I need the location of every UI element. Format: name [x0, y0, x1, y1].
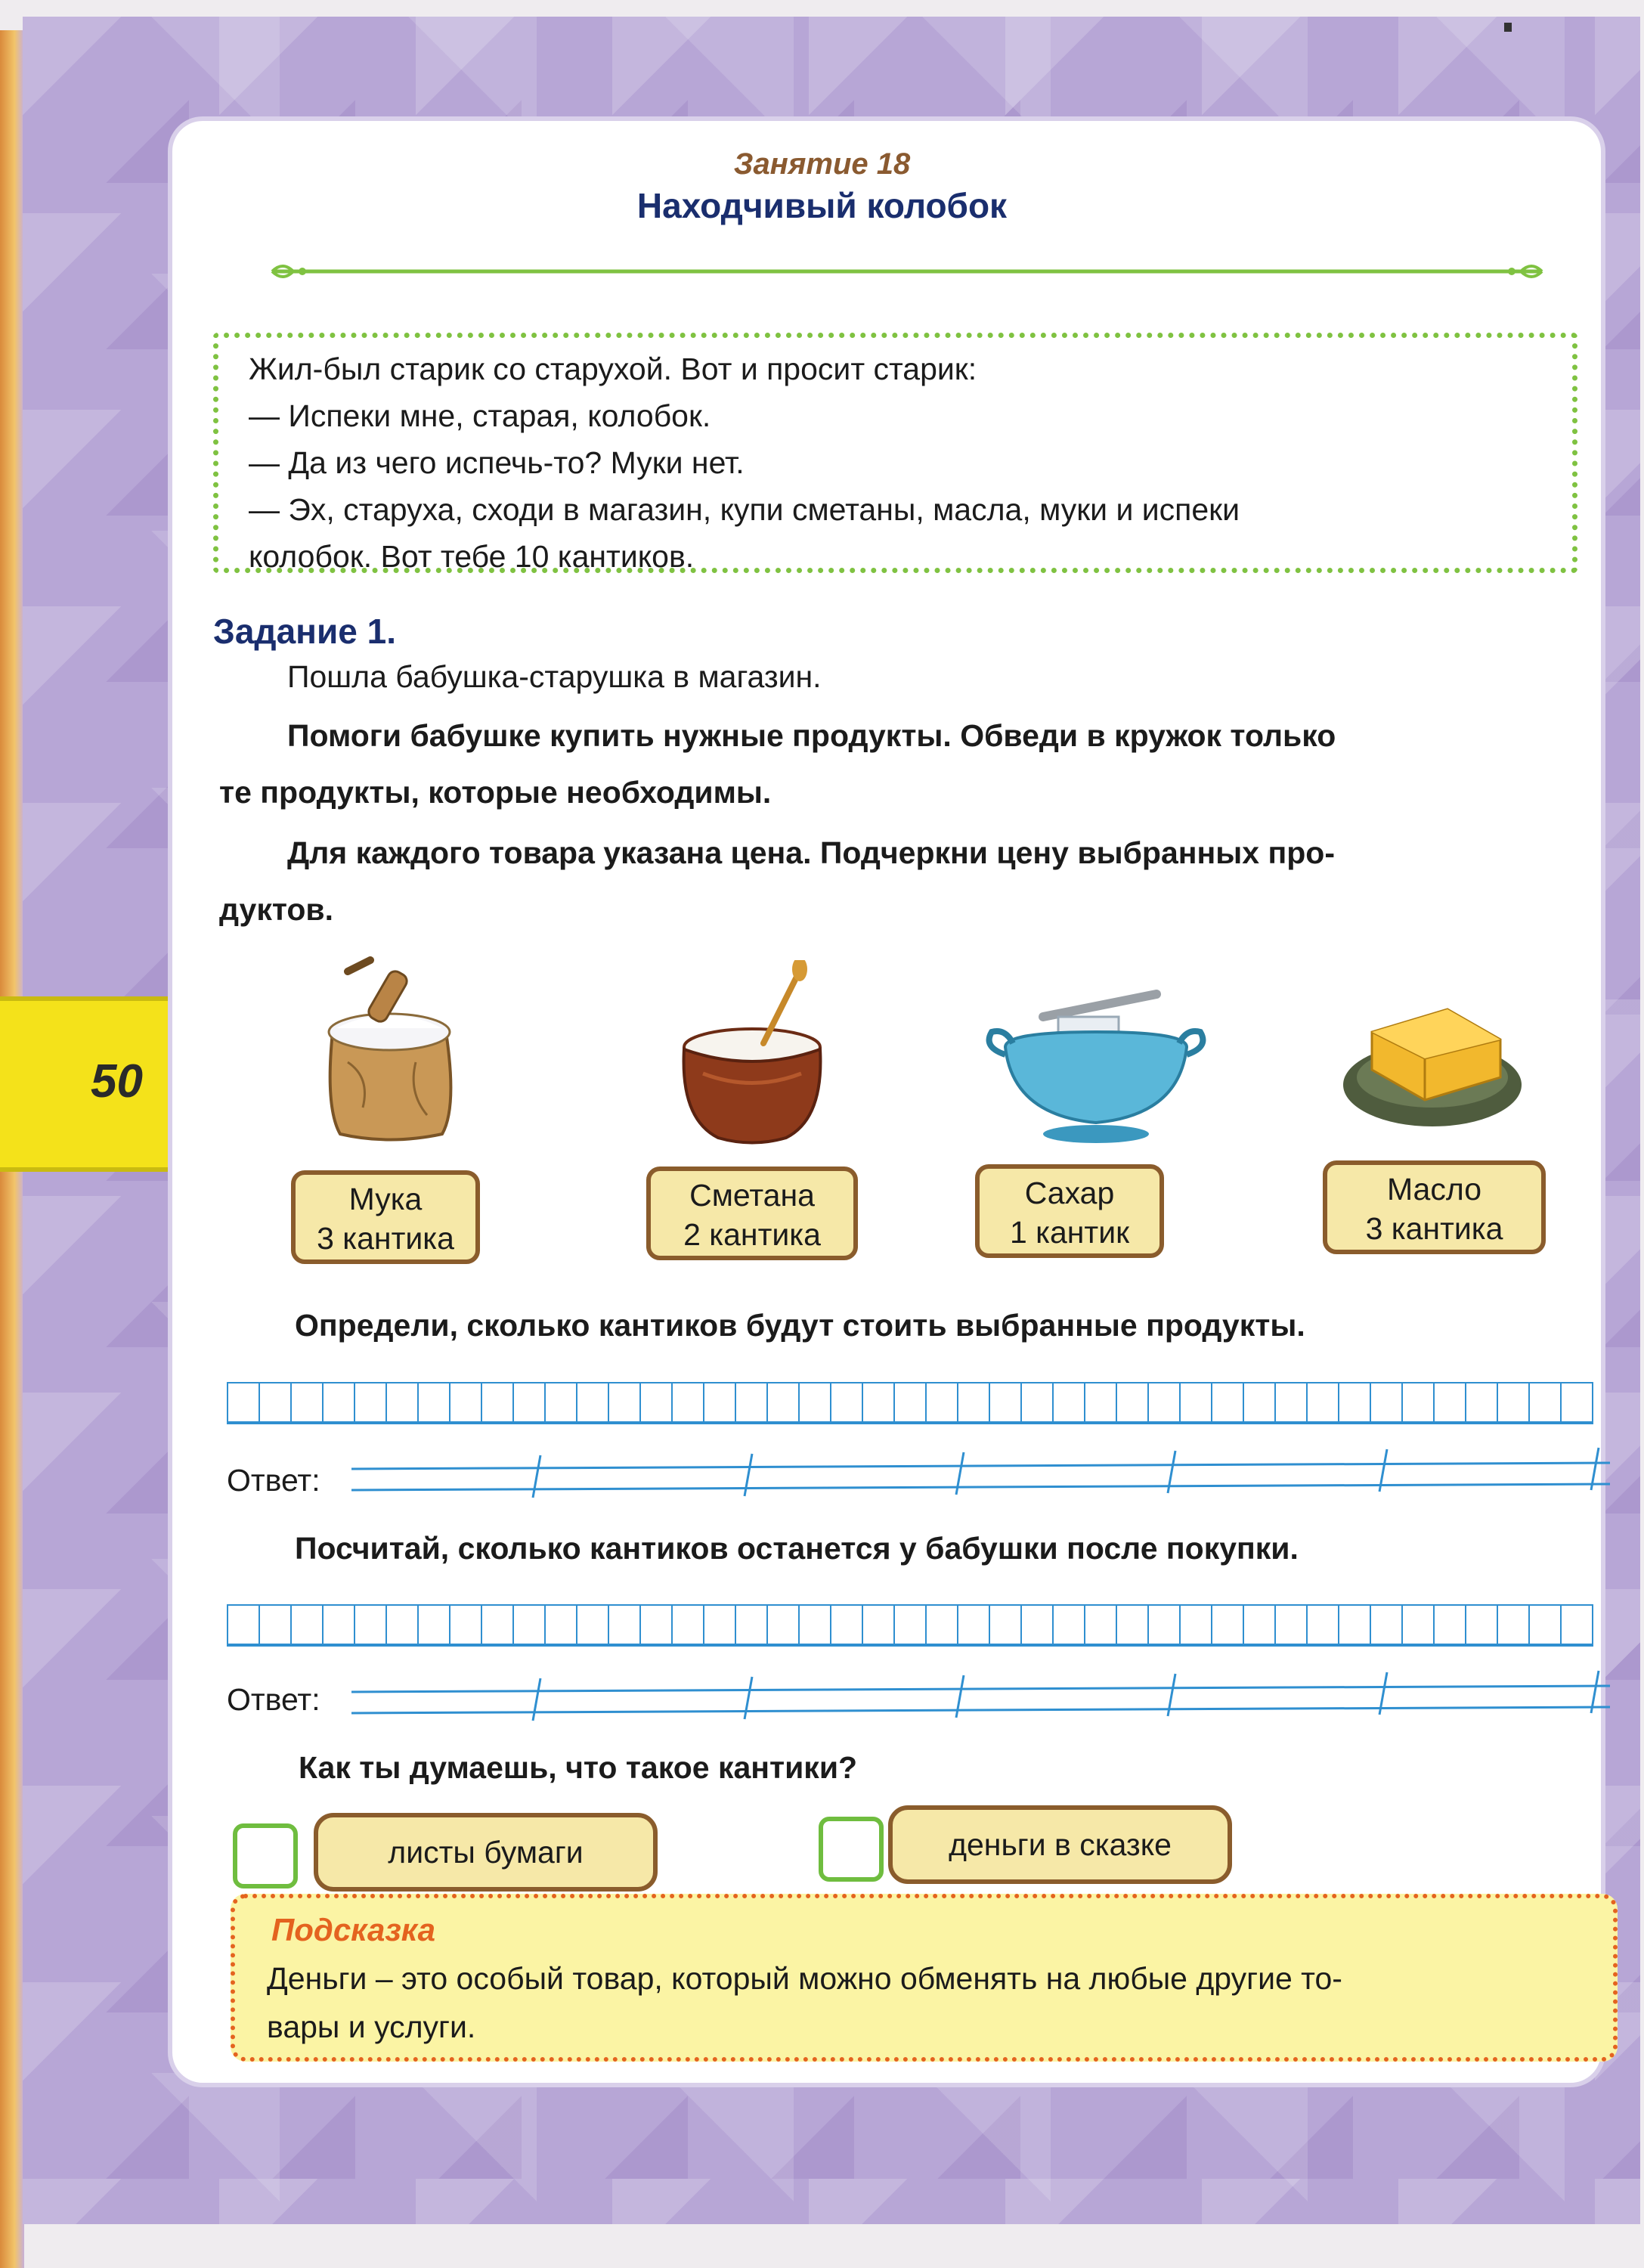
option-checkbox[interactable] [819, 1817, 884, 1882]
answer-label: Ответ: [227, 1682, 320, 1717]
hint-text [267, 1954, 1597, 2051]
title-ornament [257, 261, 1557, 282]
hint-line: Деньги – это особый товар, который можно обменять на любые другие то- [267, 1961, 1342, 1996]
story-line: Жил-был старик со старухой. Вот и просит старик: [249, 352, 977, 386]
page-number: 50 [91, 1055, 143, 1108]
calc-grid[interactable] [227, 1382, 1593, 1424]
task-instruction: Помоги бабушке купить нужные продукты. Обведи в кружок только [287, 718, 1336, 753]
lesson-label: Занятие 18 [733, 147, 911, 181]
option-paper[interactable]: листы бумаги [314, 1813, 658, 1892]
hint-box [231, 1894, 1618, 2062]
corner-mark [1504, 23, 1512, 32]
product-name: Сахар [1024, 1176, 1115, 1210]
sugar-bowl-icon[interactable] [983, 971, 1209, 1145]
story-line: — Да из чего испечь-то? Муки нет. [249, 445, 745, 480]
story-line: — Испеки мне, старая, колобок. [249, 398, 711, 433]
question-kantiki: Как ты думаешь, что такое кантики? [299, 1750, 858, 1785]
question-remaining: Посчитай, сколько кантиков останется у бабушки после покупки. [295, 1531, 1299, 1566]
story-box [213, 333, 1577, 573]
answer-label: Ответ: [227, 1463, 320, 1498]
product-price[interactable]: 2 кантика [683, 1217, 821, 1252]
option-checkbox[interactable] [233, 1823, 298, 1888]
sour-cream-pot-icon[interactable] [673, 960, 831, 1145]
answer-line[interactable] [351, 1663, 1614, 1724]
task-heading: Задание 1. [213, 612, 396, 651]
task-instruction: дуктов. [219, 892, 334, 927]
product-name: Мука [348, 1182, 423, 1216]
product-tag-sour-cream[interactable] [646, 1167, 858, 1260]
flour-sack-icon[interactable] [302, 956, 476, 1145]
task-instruction: Для каждого товара указана цена. Подчеркни цену выбранных про- [287, 835, 1335, 870]
product-tag-sugar[interactable] [975, 1164, 1164, 1258]
page-title: Находчивый колобок [636, 186, 1008, 225]
question-cost: Определи, сколько кантиков будут стоить выбранные продукты. [295, 1308, 1305, 1343]
hint-title: Подсказка [271, 1912, 435, 1947]
product-price[interactable]: 1 кантик [1009, 1215, 1130, 1250]
product-name: Масло [1386, 1172, 1482, 1207]
option-money[interactable]: деньги в сказке [888, 1805, 1232, 1884]
story-line: колобок. Вот тебе 10 кантиков. [249, 539, 695, 574]
task-intro: Пошла бабушка-старушка в магазин. [287, 659, 822, 694]
story-line: — Эх, старуха, сходи в магазин, купи сметаны, масла, муки и испеки [249, 492, 1240, 527]
product-name: Сметана [689, 1178, 815, 1213]
calc-grid[interactable] [227, 1604, 1593, 1647]
product-tag-flour[interactable] [291, 1170, 480, 1264]
hint-line: вары и услуги. [267, 2009, 476, 2044]
butter-plate-icon[interactable] [1342, 987, 1523, 1130]
answer-line[interactable] [351, 1440, 1614, 1501]
product-price[interactable]: 3 кантика [1365, 1211, 1503, 1246]
task-instruction: те продукты, которые необходимы. [219, 775, 772, 810]
product-price[interactable]: 3 кантика [317, 1221, 454, 1256]
product-tag-butter[interactable] [1323, 1160, 1546, 1254]
